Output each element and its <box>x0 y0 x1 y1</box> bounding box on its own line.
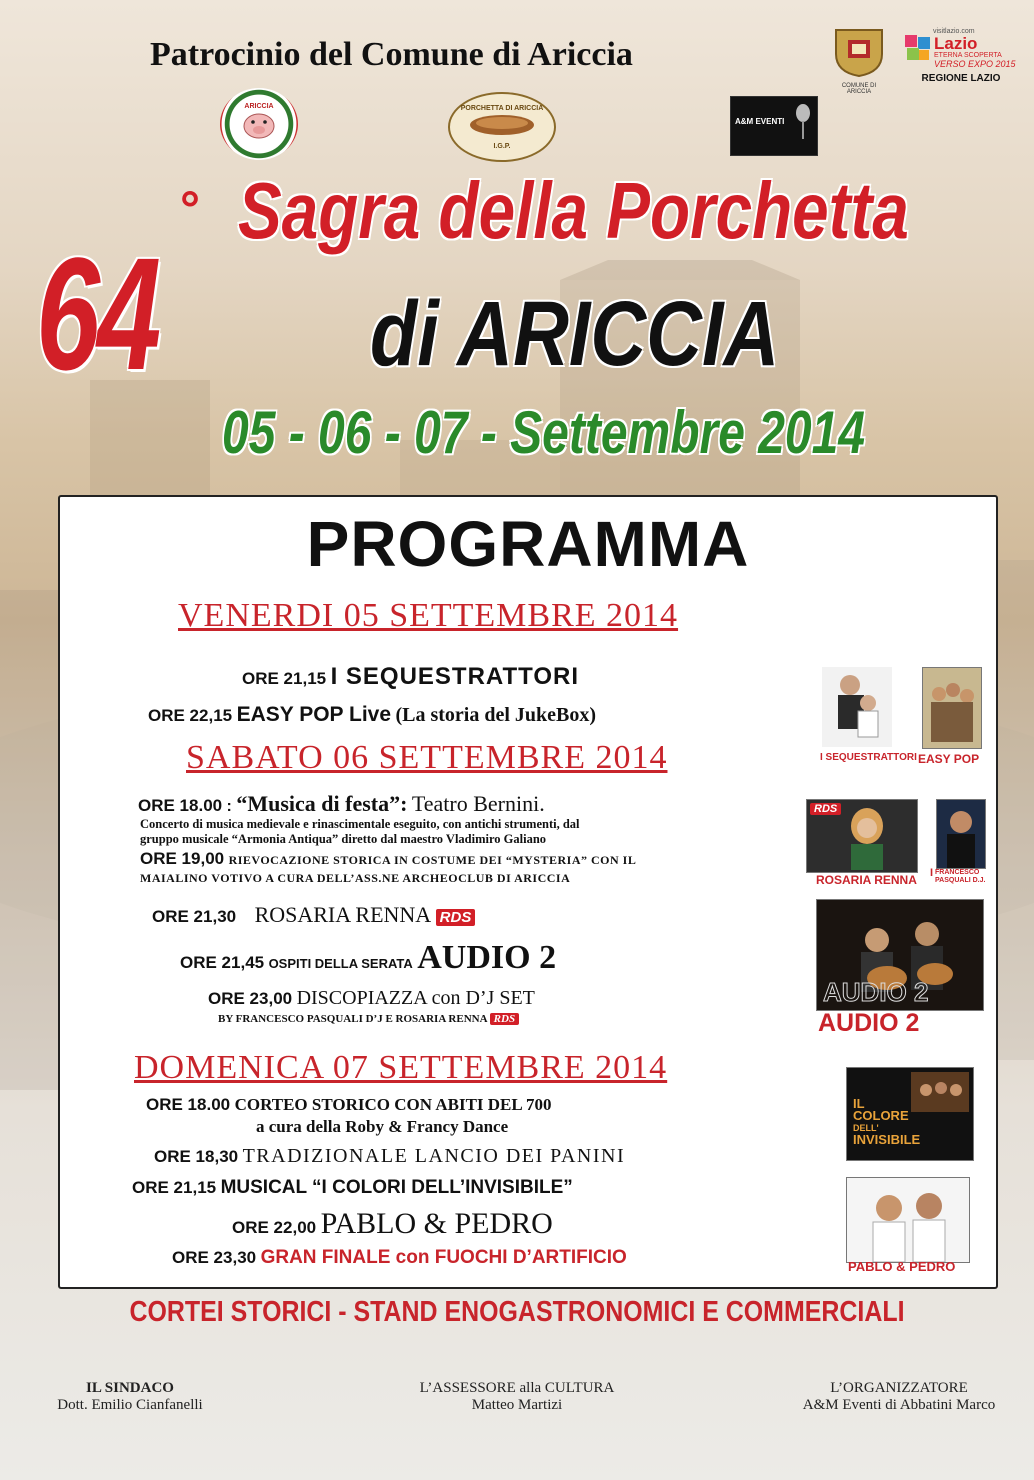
event-sunday-1-sub: a cura della Roby & Francy Dance <box>256 1117 509 1136</box>
programma-heading: PROGRAMMA <box>306 508 750 580</box>
comune-crest-logo <box>830 26 888 95</box>
event-desc-line-3: MAIALINO VOTIVO A CURA DELL’ASS.NE ARCHEOCLUB DI ARICCIA <box>140 871 571 885</box>
duo-photo <box>847 1178 969 1262</box>
event-title: TRADIZIONALE LANCIO DEI PANINI <box>242 1145 626 1167</box>
event-saturday-5-sub <box>218 1013 519 1025</box>
caption-francesco <box>930 869 985 885</box>
am-eventi-text: A&M EVENTI <box>735 117 785 126</box>
event-title: DISCOPIAZZA con D’J SET <box>296 987 535 1009</box>
day-heading-saturday: SABATO 06 SETTEMBRE 2014 <box>186 739 668 776</box>
caption-rosaria: ROSARIA RENNA <box>816 873 917 887</box>
title-line-2: di ARICCIA <box>370 283 780 385</box>
comune-label: COMUNE DI ARICCIA <box>841 83 877 95</box>
event-time: ORE 18,30 <box>154 1147 239 1166</box>
event-saturday-3 <box>152 902 475 928</box>
photo-pablo-pedro <box>846 1177 970 1263</box>
caption-francesco-1: FRANCESCO <box>935 869 980 876</box>
event-title: “Musica di festa”: <box>236 791 408 816</box>
performers-photo <box>822 667 892 747</box>
photo-easypop <box>922 667 982 749</box>
day-heading-sunday: DOMENICA 07 SETTEMBRE 2014 <box>134 1049 668 1086</box>
cast-photo <box>911 1072 969 1112</box>
porchetta-logo-top: PORCHETTA DI ARICCIA <box>460 104 544 112</box>
poster-invisibile: INVISIBILE <box>853 1132 921 1147</box>
event-time: ORE 23,00 <box>208 989 293 1008</box>
programma-panel <box>58 495 998 1289</box>
porchetta-igp-logo <box>448 92 556 162</box>
event-saturday-1 <box>138 791 545 817</box>
event-title: EASY POP Live <box>236 703 392 726</box>
lazio-mosaic-icon <box>905 35 931 69</box>
event-pre: OSPITI DELLA SERATA <box>268 956 413 971</box>
footer-banner: CORTEI STORICI - STAND ENOGASTRONOMICI E COMMERCIALI <box>129 1296 905 1328</box>
porchetta-logo-bottom: I.G.P. <box>493 142 511 150</box>
porchetta-roast-icon <box>467 112 537 138</box>
rds-logo: RDS <box>436 909 476 926</box>
photo-francesco-pasquali <box>936 799 986 869</box>
regione-small-text: visitlazio.com <box>933 28 975 35</box>
event-place: Teatro Bernini. <box>411 791 545 816</box>
microphone-icon <box>793 103 813 143</box>
event-title: GRAN FINALE con FUOCHI D’ARTIFICIO <box>260 1247 627 1268</box>
event-subtitle: (La storia del JukeBox) <box>395 704 597 726</box>
poster-dell: DELL' <box>853 1123 879 1133</box>
event-subtitle: BY FRANCESCO PASQUALI D’J E ROSARIA RENNA <box>218 1013 487 1025</box>
lazio-brand: Lazio <box>934 34 978 53</box>
event-title: AUDIO 2 <box>417 939 557 976</box>
title-line-1: Sagra della Porchetta <box>238 166 909 255</box>
event-time: ORE 23,30 <box>172 1248 257 1267</box>
am-eventi-logo <box>730 96 818 156</box>
caption-audio2: AUDIO 2 <box>818 1009 920 1037</box>
assessore-role: L’ASSESSORE alla CULTURA <box>419 1380 615 1396</box>
event-desc: RIEVOCAZIONE STORICA IN COSTUME DEI “MYSTERIA” CON IL <box>228 853 637 867</box>
event-title: PABLO & PEDRO <box>320 1207 553 1240</box>
photo-rosaria-renna <box>806 799 918 873</box>
event-title: MUSICAL “I COLORI DELL’INVISIBILE” <box>220 1177 573 1198</box>
singer-photo <box>837 806 897 870</box>
caption-pablo-pedro: PABLO & PEDRO <box>848 1259 956 1274</box>
organizzatore-name: A&M Eventi di Abbatini Marco <box>802 1397 996 1413</box>
event-saturday-2 <box>140 849 636 869</box>
event-time: ORE 21,15 <box>132 1178 217 1197</box>
photo-sequestrattori <box>822 667 892 747</box>
event-desc-line-2: gruppo musicale “Armonia Antiqua” diretto dal maestro Vladimiro Galiano <box>140 832 547 846</box>
event-time: ORE 21,15 <box>242 669 327 688</box>
event-sunday-3 <box>132 1177 573 1199</box>
caption-easypop: EASY POP <box>918 752 980 766</box>
signature-assessore <box>382 1380 652 1414</box>
photo-audio2 <box>816 899 984 1011</box>
event-time: ORE 19,00 <box>140 849 225 868</box>
band-photo <box>923 668 981 748</box>
lazio-tag2: VERSO EXPO 2015 <box>934 59 1016 69</box>
audio2-overlay-text: AUDIO 2 <box>823 977 929 1007</box>
dj-photo <box>937 800 985 868</box>
event-time: ORE 18.00 <box>138 796 223 815</box>
event-friday-1 <box>242 663 579 691</box>
caption-sequestrattori: I SEQUESTRATTORI <box>820 752 917 763</box>
event-sunday-1 <box>146 1095 552 1115</box>
signature-sindaco <box>30 1380 230 1414</box>
event-sunday-2 <box>154 1145 625 1168</box>
event-time: ORE 22,15 <box>148 706 233 725</box>
lazio-tag1: ETERNA SCOPERTA <box>934 52 1002 59</box>
patrocinio-heading: Patrocinio del Comune di Ariccia <box>150 36 633 73</box>
event-sunday-4 <box>232 1207 553 1241</box>
event-dates: 05 - 06 - 07 - Settembre 2014 <box>222 399 866 466</box>
event-time: ORE 21,45 <box>180 953 265 972</box>
pig-icon <box>240 110 278 140</box>
edition-degree: ° <box>180 181 200 237</box>
event-saturday-5 <box>208 987 535 1010</box>
signature-organizzatore <box>784 1380 1014 1414</box>
ariccia-pig-logo <box>220 88 298 160</box>
crest-icon <box>830 26 888 78</box>
sindaco-name: Dott. Emilio Cianfanelli <box>57 1397 203 1413</box>
day-heading-friday: VENERDI 05 SETTEMBRE 2014 <box>178 597 679 634</box>
regione-label: REGIONE LAZIO <box>921 73 1001 84</box>
rds-logo-small: RDS <box>490 1013 519 1025</box>
event-time: ORE 22,00 <box>232 1218 317 1237</box>
assessore-name: Matteo Martizi <box>471 1397 563 1413</box>
poster-colore: COLORE <box>853 1108 909 1123</box>
event-saturday-4 <box>180 939 556 977</box>
event-time: ORE 18.00 <box>146 1095 231 1114</box>
regione-lazio-logo <box>905 28 1017 100</box>
poster-il: IL <box>853 1096 865 1111</box>
photo-colore-invisibile <box>846 1067 974 1161</box>
event-separator: : <box>222 798 237 815</box>
edition-number: 64 <box>36 224 159 403</box>
event-friday-2 <box>148 703 596 727</box>
caption-francesco-2: PASQUALI D.J. <box>935 877 986 884</box>
event-sunday-5 <box>172 1247 627 1269</box>
event-time: ORE 21,30 <box>152 907 237 926</box>
organizzatore-role: L’ORGANIZZATORE <box>830 1380 968 1396</box>
caption-francesco-i: I <box>930 867 934 879</box>
event-desc-line-1: Concerto di musica medievale e rinascimentale eseguito, con antichi strumenti, dal <box>140 817 580 831</box>
event-title: CORTEO STORICO CON ABITI DEL 700 <box>234 1095 552 1114</box>
event-title: I SEQUESTRATTORI <box>330 663 580 690</box>
ariccia-logo-text: ARICCIA <box>244 103 274 110</box>
sindaco-role: IL SINDACO <box>86 1380 174 1396</box>
event-title: ROSARIA RENNA <box>254 902 432 927</box>
rds-badge: RDS <box>810 803 841 815</box>
